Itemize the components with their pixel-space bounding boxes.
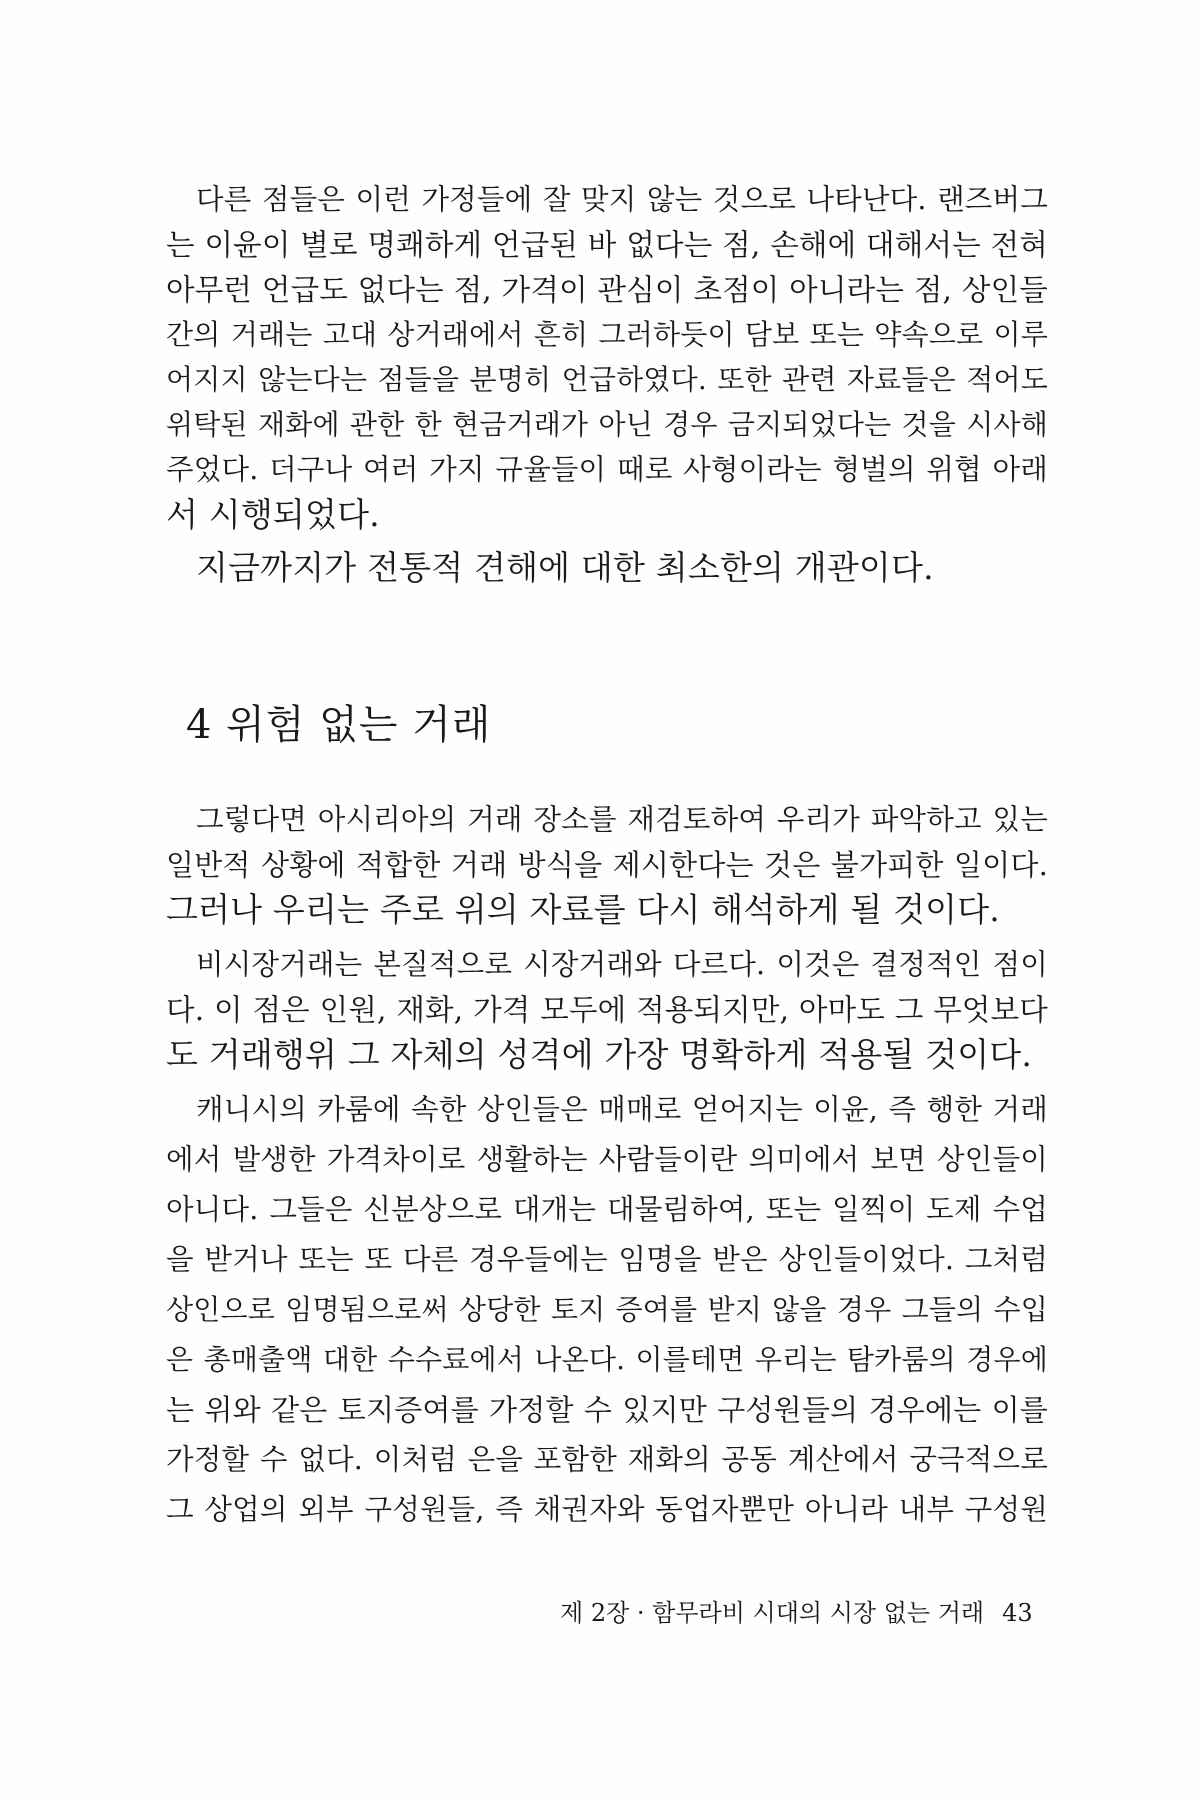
page-footer (560, 1598, 1033, 1628)
paragraph-line: 캐니시의 카룸에 속한 상인들은 매매로 얻어지는 이윤, 즉 행한 거래 (196, 1093, 1048, 1126)
paragraph-line: 는 이윤이 별로 명쾌하게 언급된 바 없다는 점, 손해에 대해서는 전혀 (166, 228, 1048, 262)
paragraph-line: 상인으로 임명됨으로써 상당한 토지 증여를 받지 않을 경우 그들의 수입 (166, 1293, 1048, 1326)
paragraph-line: 을 받거나 또는 또 다른 경우들에는 임명을 받은 상인들이었다. 그처럼 (166, 1243, 1048, 1276)
paragraph-line: 위탁된 재화에 관한 한 현금거래가 아닌 경우 금지되었다는 것을 시사해 (166, 408, 1048, 441)
running-footer-chapter: 제 2장 · 함무라비 시대의 시장 없는 거래 (560, 1599, 985, 1627)
paragraph-line: 비시장거래는 본질적으로 시장거래와 다르다. 이것은 결정적인 점이 (196, 948, 1048, 981)
paragraph-line: 주었다. 더구나 여러 가지 규율들이 때로 사형이라는 형벌의 위협 아래 (166, 453, 1048, 486)
paragraph-line: 어지지 않는다는 점들을 분명히 언급하였다. 또한 관련 자료들은 적어도 (166, 363, 1048, 396)
paragraph-line: 서 시행되었다. (166, 495, 380, 534)
paragraph-line: 그 상업의 외부 구성원들, 즉 채권자와 동업자뿐만 아니라 내부 구성원 (166, 1493, 1048, 1526)
paragraph-line: 다른 점들은 이런 가정들에 잘 맞지 않는 것으로 나타난다. 랜즈버그 (196, 183, 1048, 216)
paragraph-line: 지금까지가 전통적 견해에 대한 최소한의 개관이다. (196, 548, 934, 587)
paragraph-line: 다. 이 점은 인원, 재화, 가격 모두에 적용되지만, 아마도 그 무엇보다 (166, 993, 1048, 1027)
section-heading: 4 위험 없는 거래 (186, 702, 492, 748)
paragraph-line: 에서 발생한 가격차이로 생활하는 사람들이란 의미에서 보면 상인들이 (166, 1143, 1048, 1176)
paragraph-line: 아니다. 그들은 신분상으로 대개는 대물림하여, 또는 일찍이 도제 수업 (166, 1193, 1048, 1226)
paragraph-line: 은 총매출액 대한 수수료에서 나온다. 이를테면 우리는 탐카룸의 경우에 (166, 1343, 1048, 1376)
paragraph-line: 도 거래행위 그 자체의 성격에 가장 명확하게 적용될 것이다. (166, 1035, 1033, 1074)
paragraph-line: 는 위와 같은 토지증여를 가정할 수 있지만 구성원들의 경우에는 이를 (166, 1393, 1048, 1427)
paragraph-line: 가정할 수 없다. 이처럼 은을 포함한 재화의 공동 계산에서 궁극적으로 (166, 1443, 1048, 1476)
paragraph-line: 그렇다면 아시리아의 거래 장소를 재검토하여 우리가 파악하고 있는 (196, 803, 1048, 836)
page-number: 43 (1002, 1599, 1033, 1627)
paragraph-line: 간의 거래는 고대 상거래에서 흔히 그러하듯이 담보 또는 약속으로 이루 (166, 318, 1048, 351)
paragraph-line: 아무런 언급도 없다는 점, 가격이 관심이 초점이 아니라는 점, 상인들 (166, 273, 1048, 307)
paragraph-line: 일반적 상황에 적합한 거래 방식을 제시한다는 것은 불가피한 일이다. (166, 848, 1048, 882)
paragraph-line: 그러나 우리는 주로 위의 자료를 다시 해석하게 될 것이다. (166, 890, 1001, 929)
